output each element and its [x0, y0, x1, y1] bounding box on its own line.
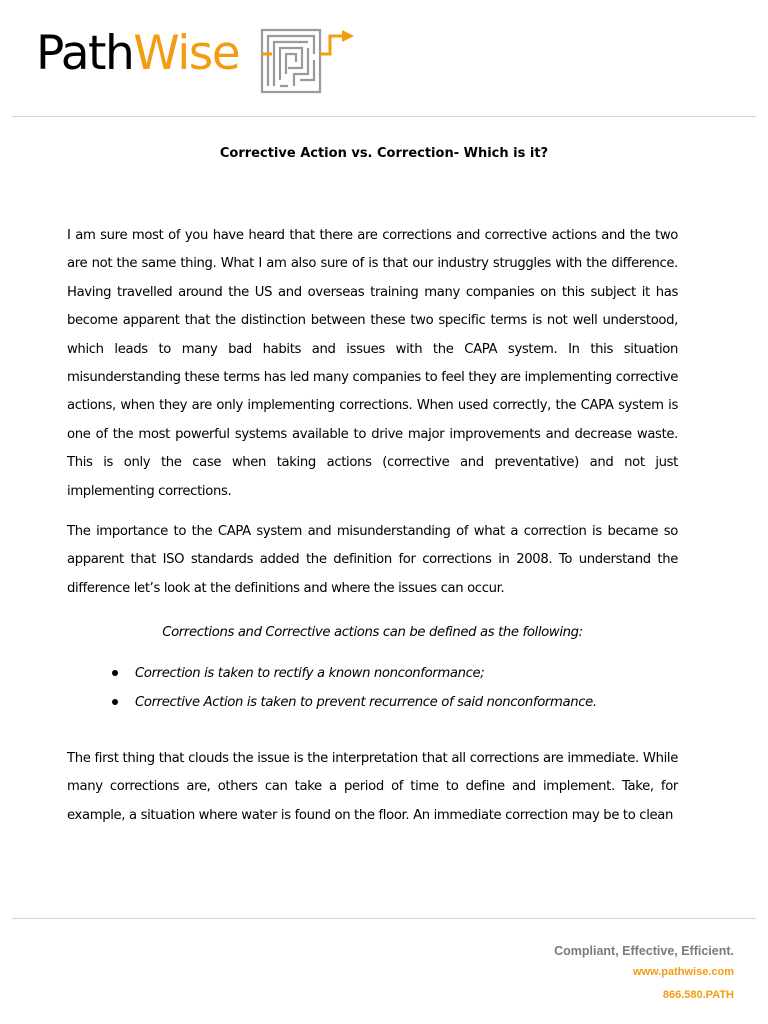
bullet-icon — [112, 670, 118, 676]
logo-wordmark — [36, 24, 239, 84]
footer-website-link[interactable]: www.pathwise.com — [632, 966, 734, 978]
header-divider — [12, 116, 756, 117]
document-title: Corrective Action vs. Correction- Which is it? — [219, 146, 549, 161]
logo-wise-text: Wise — [133, 26, 240, 81]
definition-correction: Correction is taken to rectify a known nonconformance; — [135, 666, 485, 681]
maze-logo-icon — [258, 24, 358, 96]
paragraph-interpretation: The first thing that clouds the issue is the interpretation that all corrections are immediate. While many corrections are, others can take a period of time to define and implement. Take, for example, a situation where water is found on the floor. An immediate correction may be to clean — [67, 751, 678, 823]
paragraph-intro: I am sure most of you have heard that there are corrections and corrective actions and the two are not the same thing. What I am also sure of is that our industry struggles with the difference. Having travelled around the US and overseas training many companies on this subject it has become apparent that the distinction between these two specific terms is not well understood, which leads to many bad habits and issues with the CAPA system. In this situation misunderstanding these terms has led many companies to feel they are implementing corrective actions, when they are only implementing corrections. When used correctly, the CAPA system is one of the most powerful systems available to drive major improvements and decrease waste. This is only the case when taking actions (corrective and preventative) and not just implementing corrections. — [67, 228, 678, 499]
bullet-icon — [112, 699, 118, 705]
footer-divider — [12, 918, 756, 919]
paragraph-importance: The importance to the CAPA system and misunderstanding of what a correction is became so apparent that ISO standards added the definition for corrections in 2008. To understand the difference let’s look at the definitions and where the issues can occur. — [67, 524, 678, 596]
footer-phone: 866.580.PATH — [662, 989, 734, 1001]
footer-tagline: Compliant, Effective, Efficient. — [554, 944, 734, 958]
logo-path-text: Path — [36, 26, 134, 81]
definitions-intro: Corrections and Corrective actions can be defined as the following: — [162, 625, 583, 640]
list-item — [110, 688, 670, 717]
list-item — [110, 659, 670, 688]
definition-corrective-action: Corrective Action is taken to prevent recurrence of said nonconformance. — [135, 695, 597, 710]
definitions-list — [110, 659, 670, 717]
